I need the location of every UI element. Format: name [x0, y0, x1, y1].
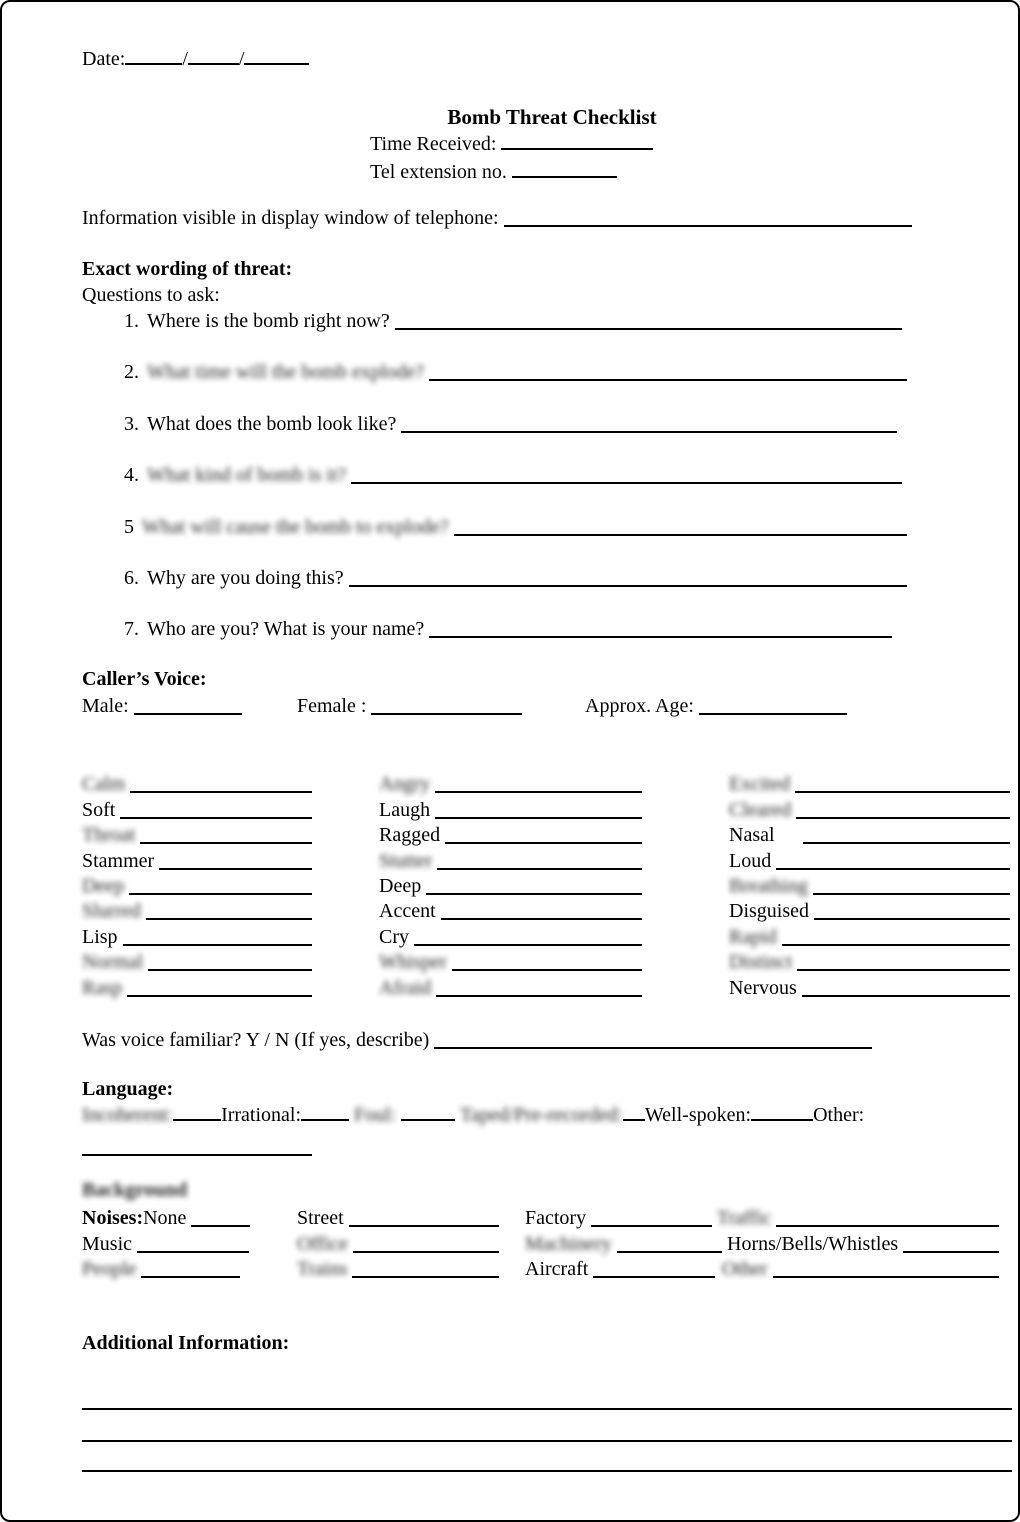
page-title: Bomb Threat Checklist — [447, 105, 657, 129]
male-blank — [134, 713, 242, 715]
question-text: What does the bomb look like? — [147, 413, 397, 435]
date-month-blank — [125, 61, 182, 65]
question-text: Why are you doing this? — [147, 567, 344, 589]
voice-label: Nasal — [729, 824, 775, 847]
noise-people-field — [82, 1255, 240, 1281]
language-taped-label: Taped/Pre-recorded: — [459, 1104, 623, 1126]
answer-blank — [349, 585, 907, 587]
voice-blank — [445, 842, 642, 844]
voice-item — [82, 949, 312, 974]
question-number: 2. — [124, 361, 139, 383]
voice-item — [379, 923, 642, 948]
noise-blank — [141, 1276, 240, 1278]
incoherent-blank — [173, 1117, 221, 1121]
answer-blank — [401, 431, 897, 433]
noises-label: Noises: — [82, 1207, 144, 1229]
voice-item — [729, 898, 1010, 923]
display-info-label: Information visible in display window of telephone: — [82, 207, 499, 229]
voice-blank — [436, 995, 642, 997]
voice-blank — [127, 995, 312, 997]
question-number: 5 — [124, 516, 134, 538]
voice-item — [82, 822, 312, 847]
voice-label-blurred: Rasp — [82, 976, 122, 999]
voice-blank — [437, 868, 642, 870]
voice-label-blurred: Slurred — [82, 900, 141, 923]
voice-blank — [814, 918, 1010, 920]
voice-item — [729, 949, 1010, 974]
date-row: Date: / / — [82, 48, 309, 71]
male-field — [82, 695, 242, 718]
question-text-blurred: What will cause the bomb to explode? — [142, 516, 449, 538]
answer-blank — [454, 534, 907, 536]
noise-blank — [137, 1251, 249, 1253]
approx-age-blank — [699, 713, 847, 715]
noise-other-field — [722, 1255, 999, 1281]
question-row-4 — [124, 464, 902, 487]
noise-label: None — [143, 1207, 187, 1229]
noise-label: Music — [82, 1233, 132, 1255]
noise-trains-field — [297, 1255, 499, 1281]
language-other-label: Other: — [813, 1104, 865, 1126]
voice-item — [82, 796, 312, 821]
voice-blank — [146, 918, 312, 920]
voice-label-blurred: Breathing — [729, 874, 808, 897]
voice-item — [729, 923, 1010, 948]
voice-familiar-row — [82, 1029, 872, 1052]
voice-blank — [435, 817, 642, 819]
voice-blank — [148, 969, 312, 971]
taped-blank — [623, 1117, 645, 1121]
voice-item — [379, 796, 642, 821]
voice-label-blurred: Throat — [82, 824, 136, 847]
voice-blank — [159, 868, 312, 870]
exact-wording-heading: Exact wording of threat: — [82, 258, 293, 280]
voice-blank — [120, 817, 312, 819]
voice-blank — [797, 969, 1010, 971]
question-text: Who are you? What is your name? — [147, 618, 425, 640]
voice-item — [379, 771, 642, 796]
answer-blank — [429, 379, 907, 381]
display-info-row — [82, 207, 912, 230]
noise-horns-field — [727, 1230, 999, 1256]
question-number: 1. — [124, 310, 139, 332]
noise-traffic-field — [717, 1204, 999, 1230]
voice-item — [82, 898, 312, 923]
voice-familiar-blank — [434, 1047, 872, 1049]
voice-blank — [140, 842, 312, 844]
noise-factory-field — [525, 1204, 712, 1230]
male-label: Male: — [82, 695, 129, 717]
voice-item — [82, 923, 312, 948]
approx-age-label: Approx. Age: — [585, 695, 694, 717]
voice-item — [729, 847, 1010, 872]
irrational-blank — [301, 1117, 349, 1121]
date-label: Date: — [82, 48, 126, 70]
voice-item — [379, 974, 642, 999]
noise-blank — [776, 1225, 999, 1227]
voice-blank — [414, 944, 642, 946]
questions-intro: Questions to ask: — [82, 284, 220, 306]
voice-item — [82, 974, 312, 999]
voice-label: Lisp — [82, 925, 118, 948]
noise-label-blurred: Traffic — [717, 1207, 772, 1229]
noise-label-blurred: Office — [297, 1233, 348, 1255]
language-foul-label: Foul: — [354, 1104, 397, 1126]
voice-label: Cry — [379, 925, 409, 948]
voice-label-blurred: Calm — [82, 773, 126, 796]
voice-item — [379, 949, 642, 974]
voice-item — [729, 873, 1010, 898]
answer-blank — [351, 482, 902, 484]
question-number: 4. — [124, 464, 139, 486]
voice-blank — [130, 791, 312, 793]
voice-label: Laugh — [379, 798, 431, 821]
voice-label-blurred: Stutter — [379, 849, 433, 872]
noise-street-field — [297, 1204, 499, 1230]
voice-item — [82, 873, 312, 898]
question-text-blurred: What time will the bomb explode? — [147, 361, 425, 383]
noise-blank — [353, 1251, 499, 1253]
display-info-blank — [504, 225, 912, 227]
language-row — [82, 1104, 1020, 1127]
question-row-3 — [124, 413, 897, 436]
additional-info-heading: Additional Information: — [82, 1332, 290, 1354]
tel-extension-label: Tel extension no. — [370, 161, 507, 183]
voice-column-2 — [379, 771, 642, 1000]
voice-label-blurred: Excited — [729, 773, 791, 796]
question-row-5 — [124, 516, 907, 539]
voice-item — [379, 847, 642, 872]
voice-item — [729, 771, 1010, 796]
tel-extension-row — [370, 161, 617, 184]
voice-blank — [796, 817, 1010, 819]
additional-info-line-2 — [82, 1440, 1012, 1442]
voice-blank — [129, 893, 312, 895]
voice-blank — [441, 918, 642, 920]
voice-item — [379, 873, 642, 898]
voice-label-blurred: Afraid — [379, 976, 432, 999]
question-row-2 — [124, 361, 907, 384]
language-irrational-label: Irrational: — [221, 1104, 302, 1126]
date-day-blank — [188, 61, 239, 65]
voice-label: Stammer — [82, 849, 155, 872]
voice-label-blurred: Cleared — [729, 798, 792, 821]
female-blank — [371, 713, 522, 715]
noise-blank — [593, 1276, 715, 1278]
question-number: 6. — [124, 567, 139, 589]
callers-voice-heading: Caller’s Voice: — [82, 668, 207, 690]
noises-row-2 — [82, 1230, 1012, 1256]
question-text: Where is the bomb right now? — [147, 310, 390, 332]
voice-blank — [802, 995, 1010, 997]
language-heading: Language: — [82, 1078, 174, 1100]
voice-blank — [776, 868, 1010, 870]
question-number: 3. — [124, 413, 139, 435]
time-received-row — [370, 133, 653, 156]
noise-machinery-field — [525, 1230, 722, 1256]
voice-label-blurred: Normal — [82, 951, 144, 974]
voice-item — [729, 974, 1010, 999]
language-wellspoken-label: Well-spoken: — [644, 1104, 752, 1126]
voice-item — [82, 847, 312, 872]
voice-label: Loud — [729, 849, 772, 872]
noise-music-field — [82, 1230, 249, 1256]
voice-label-blurred: Distinct — [729, 951, 793, 974]
additional-info-line-1 — [82, 1408, 1012, 1410]
voice-column-1 — [82, 771, 312, 1000]
noise-blank — [191, 1225, 250, 1227]
voice-blank — [452, 969, 642, 971]
noise-office-field — [297, 1230, 499, 1256]
question-text-blurred: What kind of bomb is it? — [147, 464, 347, 486]
noises-row-3 — [82, 1255, 1012, 1281]
voice-familiar-label: Was voice familiar? Y / N (If yes, describe) — [82, 1029, 430, 1051]
approx-age-field — [585, 695, 847, 718]
background-noises-heading: Background — [82, 1179, 188, 1201]
voice-label: Soft — [82, 798, 116, 821]
voice-item — [379, 822, 642, 847]
voice-label: Deep — [379, 874, 422, 897]
voice-label-blurred: Rapid — [729, 925, 777, 948]
voice-label: Ragged — [379, 824, 441, 847]
date-year-blank — [244, 61, 309, 65]
voice-item — [729, 796, 1010, 821]
voice-blank — [803, 842, 1010, 844]
language-other-blank — [82, 1154, 312, 1156]
voice-blank — [782, 944, 1010, 946]
noise-none-field — [82, 1204, 250, 1230]
noise-label: Aircraft — [525, 1258, 589, 1280]
noise-label-blurred: Machinery — [525, 1233, 612, 1255]
voice-blank — [813, 893, 1010, 895]
voice-blank — [123, 944, 312, 946]
voice-blank — [795, 791, 1010, 793]
female-field — [297, 695, 522, 718]
language-incoherent-label: Incoherent: — [82, 1104, 174, 1126]
noise-aircraft-field — [525, 1255, 715, 1281]
voice-item — [379, 898, 642, 923]
answer-blank — [429, 636, 892, 638]
voice-label: Accent — [379, 900, 436, 923]
female-label: Female : — [297, 695, 367, 717]
noise-blank — [903, 1251, 999, 1253]
noise-blank — [352, 1276, 499, 1278]
noise-blank — [349, 1225, 499, 1227]
voice-column-3 — [729, 771, 1010, 1000]
voice-label: Nervous — [729, 976, 797, 999]
noise-label: Horns/Bells/Whistles — [727, 1233, 899, 1255]
question-row-6 — [124, 567, 907, 590]
voice-label-blurred: Whisper — [379, 951, 447, 974]
additional-info-line-3 — [82, 1470, 1012, 1472]
noises-row-1 — [82, 1204, 1012, 1230]
tel-extension-blank — [512, 174, 617, 178]
noise-label: Street — [297, 1207, 344, 1229]
noise-blank — [617, 1251, 722, 1253]
noise-label: Factory — [525, 1207, 587, 1229]
noise-label-blurred: Other — [722, 1258, 768, 1280]
voice-item — [82, 771, 312, 796]
voice-blank — [426, 893, 642, 895]
time-received-blank — [501, 146, 653, 150]
foul-blank — [401, 1117, 455, 1121]
question-number: 7. — [124, 618, 139, 640]
voice-label-blurred: Angry — [379, 773, 431, 796]
noise-blank — [591, 1225, 712, 1227]
noise-label-blurred: Trains — [297, 1258, 348, 1280]
voice-blank — [435, 791, 642, 793]
time-received-label: Time Received: — [370, 133, 497, 155]
voice-label-blurred: Deep — [82, 874, 125, 897]
noise-blank — [773, 1276, 999, 1278]
answer-blank — [395, 328, 902, 330]
voice-item — [729, 822, 1010, 847]
voice-label: Disguised — [729, 900, 809, 923]
wellspoken-blank — [751, 1117, 813, 1121]
question-row-1 — [124, 310, 902, 333]
noise-label-blurred: People — [82, 1258, 137, 1280]
question-row-7 — [124, 618, 892, 641]
